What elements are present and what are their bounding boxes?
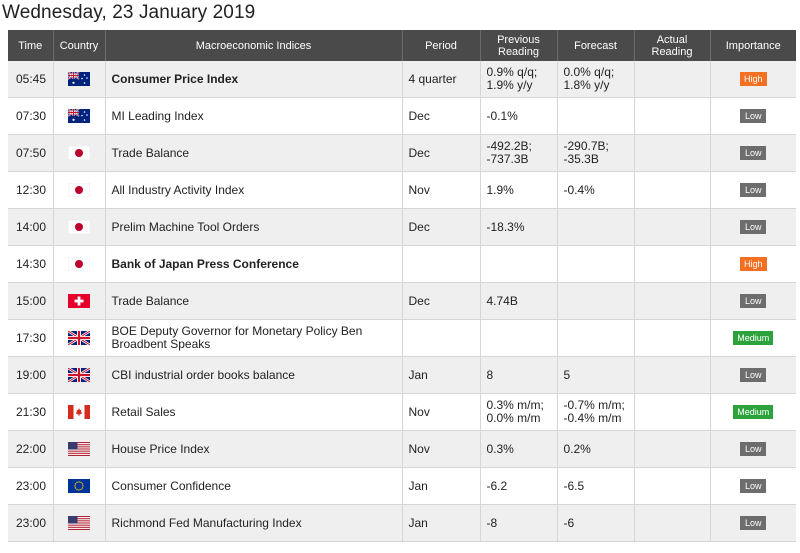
- forecast-value: [557, 98, 634, 135]
- importance-badge: Low: [740, 516, 766, 530]
- forecast-value: [557, 209, 634, 246]
- table-row: [8, 61, 796, 98]
- importance-badge: High: [740, 72, 767, 86]
- canada-flag-icon: [68, 405, 90, 419]
- indicator-name: Bank of Japan Press Conference: [105, 246, 402, 283]
- forecast-value: -6: [557, 505, 634, 542]
- actual-reading: [634, 135, 710, 172]
- eu-flag-icon: [68, 479, 90, 493]
- actual-reading: [634, 320, 710, 357]
- table-row: [8, 135, 796, 172]
- table-row: [8, 468, 796, 505]
- importance-cell: [710, 172, 796, 209]
- indicator-name: Prelim Machine Tool Orders: [105, 209, 402, 246]
- event-period: Dec: [402, 135, 480, 172]
- indicator-name: Richmond Fed Manufacturing Index: [105, 505, 402, 542]
- event-time: 12:30: [8, 172, 53, 209]
- indicator-name: Trade Balance: [105, 283, 402, 320]
- forecast-value: -0.7% m/m; -0.4% m/m: [557, 394, 634, 431]
- forecast-value: 0.2%: [557, 431, 634, 468]
- japan-flag-icon: [68, 257, 90, 271]
- indicator-name: Consumer Price Index: [105, 61, 402, 98]
- indicator-name: Consumer Confidence: [105, 468, 402, 505]
- forecast-value: 5: [557, 357, 634, 394]
- header-actual: Actual Reading: [634, 30, 710, 61]
- economic-calendar-table: [8, 30, 796, 542]
- event-time: 23:00: [8, 505, 53, 542]
- actual-reading: [634, 468, 710, 505]
- importance-cell: [710, 61, 796, 98]
- event-time: 14:00: [8, 209, 53, 246]
- importance-cell: [710, 283, 796, 320]
- header-importance: Importance: [710, 30, 796, 61]
- importance-cell: [710, 209, 796, 246]
- forecast-value: -290.7B; -35.3B: [557, 135, 634, 172]
- page-title: Wednesday, 23 January 2019: [2, 2, 256, 23]
- importance-badge: Low: [740, 442, 766, 456]
- previous-reading: [480, 246, 557, 283]
- importance-cell: [710, 246, 796, 283]
- country-cell: [53, 61, 105, 98]
- previous-reading: 0.3%: [480, 431, 557, 468]
- indicator-name: All Industry Activity Index: [105, 172, 402, 209]
- forecast-value: [557, 283, 634, 320]
- importance-cell: [710, 320, 796, 357]
- usa-flag-icon: [68, 516, 90, 530]
- table-row: [8, 246, 796, 283]
- header-country: Country: [53, 30, 105, 61]
- table-row: [8, 320, 796, 357]
- australia-flag-icon: [68, 109, 90, 123]
- uk-flag-icon: [68, 331, 90, 345]
- previous-reading: [480, 320, 557, 357]
- country-cell: [53, 394, 105, 431]
- previous-reading: -8: [480, 505, 557, 542]
- country-cell: [53, 357, 105, 394]
- table-row: [8, 172, 796, 209]
- country-cell: [53, 283, 105, 320]
- event-time: 19:00: [8, 357, 53, 394]
- table-header-row: [8, 30, 796, 61]
- table-row: [8, 98, 796, 135]
- header-indices: Macroeconomic Indices: [105, 30, 402, 61]
- importance-badge: Low: [740, 109, 766, 123]
- country-cell: [53, 135, 105, 172]
- japan-flag-icon: [68, 146, 90, 160]
- event-period: [402, 320, 480, 357]
- uk-flag-icon: [68, 368, 90, 382]
- actual-reading: [634, 172, 710, 209]
- importance-cell: [710, 468, 796, 505]
- importance-cell: [710, 505, 796, 542]
- previous-reading: 1.9%: [480, 172, 557, 209]
- table-row: [8, 283, 796, 320]
- switzerland-flag-icon: [68, 294, 90, 308]
- importance-cell: [710, 357, 796, 394]
- importance-badge: Low: [740, 479, 766, 493]
- country-cell: [53, 505, 105, 542]
- actual-reading: [634, 283, 710, 320]
- importance-cell: [710, 135, 796, 172]
- importance-cell: [710, 394, 796, 431]
- actual-reading: [634, 394, 710, 431]
- table-row: [8, 394, 796, 431]
- importance-badge: Low: [740, 146, 766, 160]
- event-period: Jan: [402, 468, 480, 505]
- event-time: 05:45: [8, 61, 53, 98]
- importance-badge: Medium: [733, 331, 773, 345]
- previous-reading: -492.2B; -737.3B: [480, 135, 557, 172]
- header-previous: Previous Reading: [480, 30, 557, 61]
- event-time: 21:30: [8, 394, 53, 431]
- importance-badge: Low: [740, 368, 766, 382]
- importance-badge: High: [740, 257, 767, 271]
- importance-cell: [710, 98, 796, 135]
- event-time: 07:50: [8, 135, 53, 172]
- australia-flag-icon: [68, 72, 90, 86]
- forecast-value: 0.0% q/q; 1.8% y/y: [557, 61, 634, 98]
- event-period: Dec: [402, 98, 480, 135]
- event-time: 17:30: [8, 320, 53, 357]
- japan-flag-icon: [68, 183, 90, 197]
- actual-reading: [634, 246, 710, 283]
- event-period: Nov: [402, 394, 480, 431]
- table-row: [8, 357, 796, 394]
- country-cell: [53, 209, 105, 246]
- importance-cell: [710, 431, 796, 468]
- table-row: [8, 505, 796, 542]
- country-cell: [53, 320, 105, 357]
- forecast-value: -0.4%: [557, 172, 634, 209]
- indicator-name: Trade Balance: [105, 135, 402, 172]
- event-period: [402, 246, 480, 283]
- table-row: [8, 431, 796, 468]
- event-period: 4 quarter: [402, 61, 480, 98]
- event-period: Jan: [402, 357, 480, 394]
- indicator-name: Retail Sales: [105, 394, 402, 431]
- actual-reading: [634, 209, 710, 246]
- previous-reading: -18.3%: [480, 209, 557, 246]
- previous-reading: -0.1%: [480, 98, 557, 135]
- country-cell: [53, 246, 105, 283]
- table-row: [8, 209, 796, 246]
- event-period: Dec: [402, 283, 480, 320]
- country-cell: [53, 172, 105, 209]
- header-forecast: Forecast: [557, 30, 634, 61]
- event-time: 07:30: [8, 98, 53, 135]
- event-period: Nov: [402, 431, 480, 468]
- importance-badge: Low: [740, 294, 766, 308]
- japan-flag-icon: [68, 220, 90, 234]
- indicator-name: House Price Index: [105, 431, 402, 468]
- importance-badge: Medium: [733, 405, 773, 419]
- previous-reading: 0.9% q/q; 1.9% y/y: [480, 61, 557, 98]
- country-cell: [53, 98, 105, 135]
- indicator-name: BOE Deputy Governor for Monetary Policy Ben Broadbent Speaks: [105, 320, 402, 357]
- country-cell: [53, 431, 105, 468]
- header-time: Time: [8, 30, 53, 61]
- forecast-value: [557, 320, 634, 357]
- importance-badge: Low: [740, 183, 766, 197]
- previous-reading: 4.74B: [480, 283, 557, 320]
- actual-reading: [634, 98, 710, 135]
- header-period: Period: [402, 30, 480, 61]
- country-cell: [53, 468, 105, 505]
- event-period: Nov: [402, 172, 480, 209]
- event-time: 22:00: [8, 431, 53, 468]
- indicator-name: CBI industrial order books balance: [105, 357, 402, 394]
- actual-reading: [634, 61, 710, 98]
- forecast-value: -6.5: [557, 468, 634, 505]
- usa-flag-icon: [68, 442, 90, 456]
- event-time: 23:00: [8, 468, 53, 505]
- forecast-value: [557, 246, 634, 283]
- event-time: 14:30: [8, 246, 53, 283]
- event-time: 15:00: [8, 283, 53, 320]
- importance-badge: Low: [740, 220, 766, 234]
- previous-reading: 8: [480, 357, 557, 394]
- actual-reading: [634, 431, 710, 468]
- actual-reading: [634, 357, 710, 394]
- event-period: Jan: [402, 505, 480, 542]
- indicator-name: MI Leading Index: [105, 98, 402, 135]
- previous-reading: 0.3% m/m; 0.0% m/m: [480, 394, 557, 431]
- actual-reading: [634, 505, 710, 542]
- previous-reading: -6.2: [480, 468, 557, 505]
- event-period: Dec: [402, 209, 480, 246]
